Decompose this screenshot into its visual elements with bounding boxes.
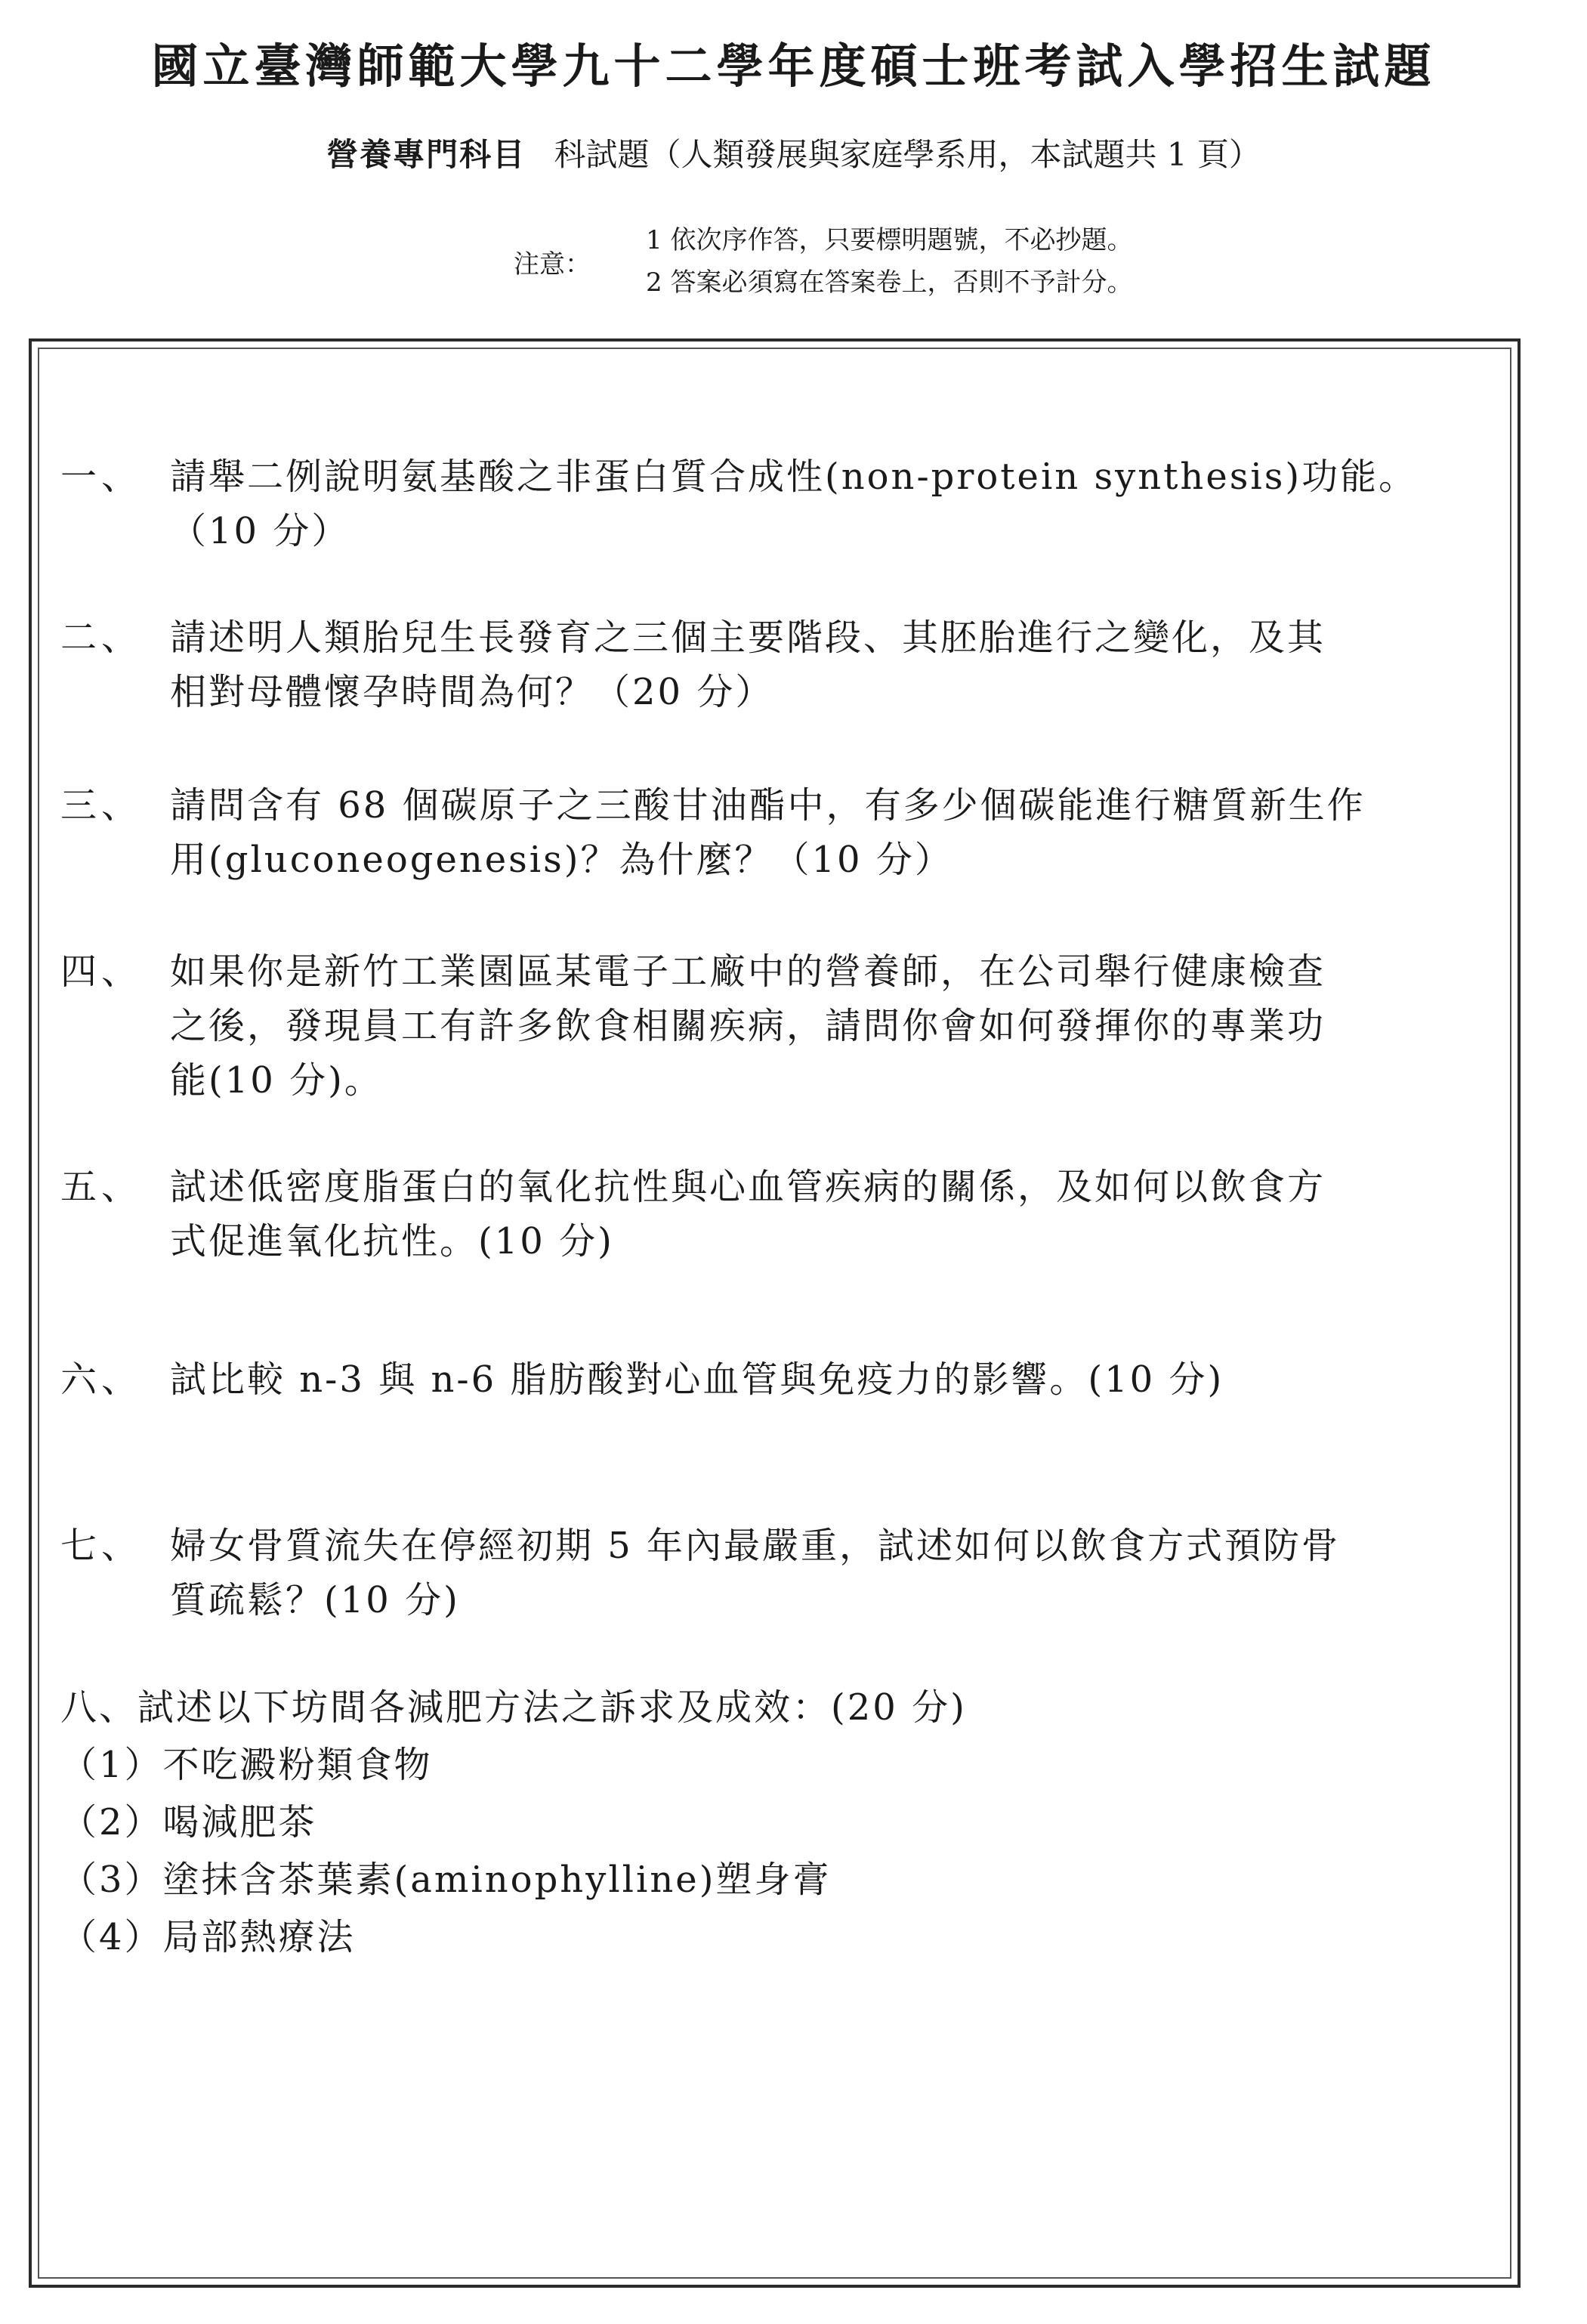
page-subtitle — [0, 130, 1587, 175]
question-line: 能(10 分)。 — [170, 1059, 383, 1102]
question-text — [170, 1160, 1503, 1269]
notice-lines — [646, 219, 1132, 304]
question-text — [170, 944, 1503, 1108]
question-8-item: （2）喝減肥茶 — [60, 1801, 317, 1843]
question-line: 式促進氧化抗性。(10 分) — [170, 1220, 614, 1262]
question-line: （10 分） — [170, 510, 350, 552]
question-8-item: （3）塗抹含茶葉素(aminophylline)塑身膏 — [60, 1859, 832, 1901]
question-line: 用(gluconeogenesis)？為什麼？（10 分） — [170, 839, 953, 881]
notice-line: 1 依次序作答，只要標明題號，不必抄題。 — [646, 225, 1133, 255]
question-line: 之後，發現員工有許多飲食相關疾病，請問你會如何發揮你的專業功 — [170, 1005, 1326, 1047]
question-number: 四、 — [60, 950, 143, 993]
question-line: 試比較 n-3 與 n-6 脂肪酸對心血管與免疫力的影響。(10 分) — [170, 1358, 1224, 1401]
question-number: 六、 — [60, 1358, 143, 1401]
subject-name: 營養專門科目 — [326, 136, 526, 173]
question-line: 試述低密度脂蛋白的氧化抗性與心血管疾病的關係，及如何以飲食方 — [170, 1166, 1326, 1208]
question-text — [170, 1352, 1503, 1407]
question-8-item: （4）局部熱療法 — [60, 1916, 356, 1958]
question-line: 請問含有 68 個碳原子之三酸甘油酯中，有多少個碳能進行糖質新生作 — [170, 784, 1366, 827]
question-8 — [60, 1679, 967, 1966]
subtitle-rest: 科試題（人類發展與家庭學系用，本試題共 1 頁） — [554, 136, 1261, 173]
question-8-item: （1）不吃澱粉類食物 — [60, 1744, 433, 1786]
question-line: 質疏鬆？(10 分) — [170, 1579, 460, 1621]
question-line: 請舉二例說明氨基酸之非蛋白質合成性(non-protein synthesis)功能。 — [170, 456, 1418, 498]
question-text — [170, 1519, 1503, 1627]
question-8-intro: 八、試述以下坊間各減肥方法之訴求及成效：(20 分) — [60, 1686, 967, 1729]
question-text — [170, 778, 1503, 887]
question-number: 一、 — [60, 456, 143, 498]
question-text — [170, 450, 1503, 558]
notice-line: 2 答案必須寫在答案卷上，否則不予計分。 — [646, 267, 1133, 298]
question-line: 如果你是新竹工業園區某電子工廠中的營養師，在公司舉行健康檢查 — [170, 950, 1326, 993]
question-number: 七、 — [60, 1525, 143, 1567]
question-line: 請述明人類胎兒生長發育之三個主要階段、其胚胎進行之變化，及其 — [170, 617, 1326, 659]
question-number: 三、 — [60, 784, 143, 827]
page-title: 國立臺灣師範大學九十二學年度碩士班考試入學招生試題 — [151, 39, 1436, 94]
question-text — [170, 610, 1503, 719]
question-number: 五、 — [60, 1166, 143, 1208]
notice-label: 注意： — [514, 249, 591, 280]
question-line: 相對母體懷孕時間為何？（20 分） — [170, 671, 774, 713]
question-line: 婦女骨質流失在停經初期 5 年內最嚴重，試述如何以飲食方式預防骨 — [170, 1525, 1341, 1567]
question-number: 二、 — [60, 617, 143, 659]
